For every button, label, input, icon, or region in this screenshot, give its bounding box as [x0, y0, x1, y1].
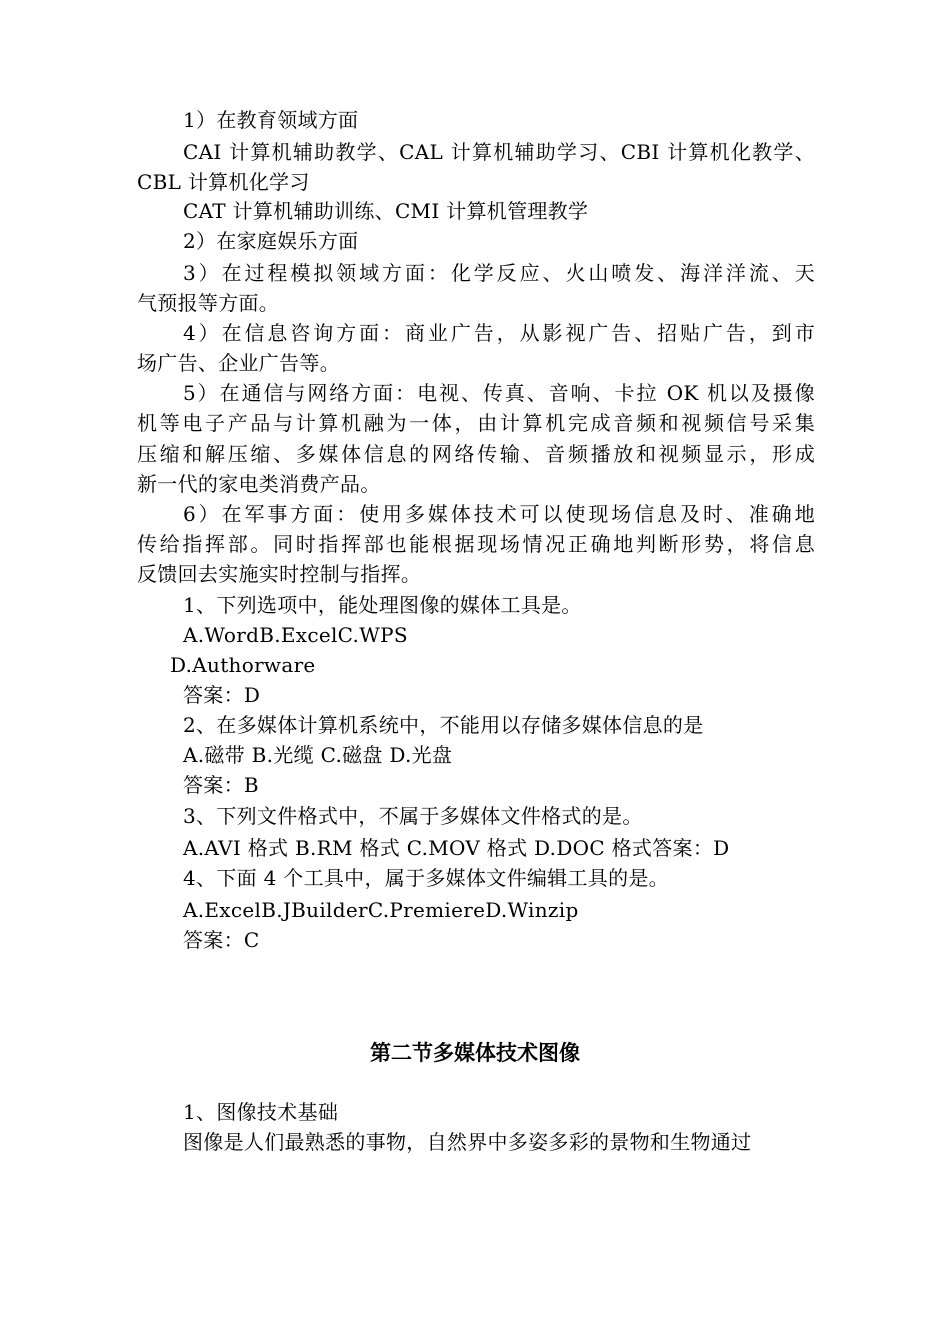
- paragraph-line: 6）在军事方面：使用多媒体技术可以使现场信息及时、准确地: [183, 502, 815, 526]
- paragraph-line: 传给指挥部。同时指挥部也能根据现场情况正确地判断形势，将信息: [137, 532, 815, 556]
- option-line: D.Authorware: [170, 653, 316, 677]
- paragraph-line: 5）在通信与网络方面：电视、传真、音响、卡拉 OK 机以及摄像: [183, 381, 815, 405]
- paragraph-line: 场广告、企业广告等。: [137, 351, 340, 375]
- paragraph-line: 2）在家庭娱乐方面: [183, 229, 359, 253]
- option-line: A.磁带 B.光缆 C.磁盘 D.光盘: [183, 743, 453, 767]
- paragraph-line: 反馈回去实施实时控制与指挥。: [137, 562, 422, 586]
- paragraph-line: CAT 计算机辅助训练、CMI 计算机管理教学: [183, 199, 589, 223]
- option-line: A.ExcelB.JBuilderC.PremiereD.Winzip: [183, 898, 579, 922]
- question-line: 2、在多媒体计算机系统中，不能用以存储多媒体信息的是: [183, 713, 704, 737]
- answer-line: 答案：D: [183, 683, 261, 707]
- paragraph-line: 4）在信息咨询方面：商业广告，从影视广告、招贴广告，到市: [183, 321, 815, 345]
- paragraph-line: 气预报等方面。: [137, 291, 280, 315]
- paragraph-line: CAI 计算机辅助教学、CAL 计算机辅助学习、CBI 计算机化教学、: [183, 140, 815, 164]
- answer-line: 答案：B: [183, 773, 259, 797]
- paragraph-line: CBL 计算机化学习: [137, 170, 310, 194]
- question-line: 1、下列选项中，能处理图像的媒体工具是。: [183, 593, 582, 617]
- paragraph-line: 3）在过程模拟领域方面：化学反应、火山喷发、海洋洋流、天: [183, 261, 815, 285]
- paragraph-line: 机等电子产品与计算机融为一体，由计算机完成音频和视频信号采集: [137, 411, 815, 435]
- paragraph-line: 压缩和解压缩、多媒体信息的网络传输、音频播放和视频显示，形成: [137, 442, 815, 466]
- question-line: 4、下面 4 个工具中，属于多媒体文件编辑工具的是。: [183, 866, 669, 890]
- question-line: 3、下列文件格式中，不属于多媒体文件格式的是。: [183, 804, 643, 828]
- option-line: A.WordB.ExcelC.WPS: [183, 623, 408, 647]
- paragraph-line: 新一代的家电类消费产品。: [137, 472, 381, 496]
- paragraph-line: 1、图像技术基础: [183, 1100, 339, 1124]
- option-line: A.AVI 格式 B.RM 格式 C.MOV 格式 D.DOC 格式答案：D: [183, 836, 730, 860]
- paragraph-line: 图像是人们最熟悉的事物，自然界中多姿多彩的景物和生物通过: [183, 1130, 752, 1154]
- section-heading: 第二节多媒体技术图像: [370, 1041, 580, 1065]
- answer-line: 答案：C: [183, 928, 260, 952]
- paragraph-line: 1）在教育领域方面: [183, 108, 359, 132]
